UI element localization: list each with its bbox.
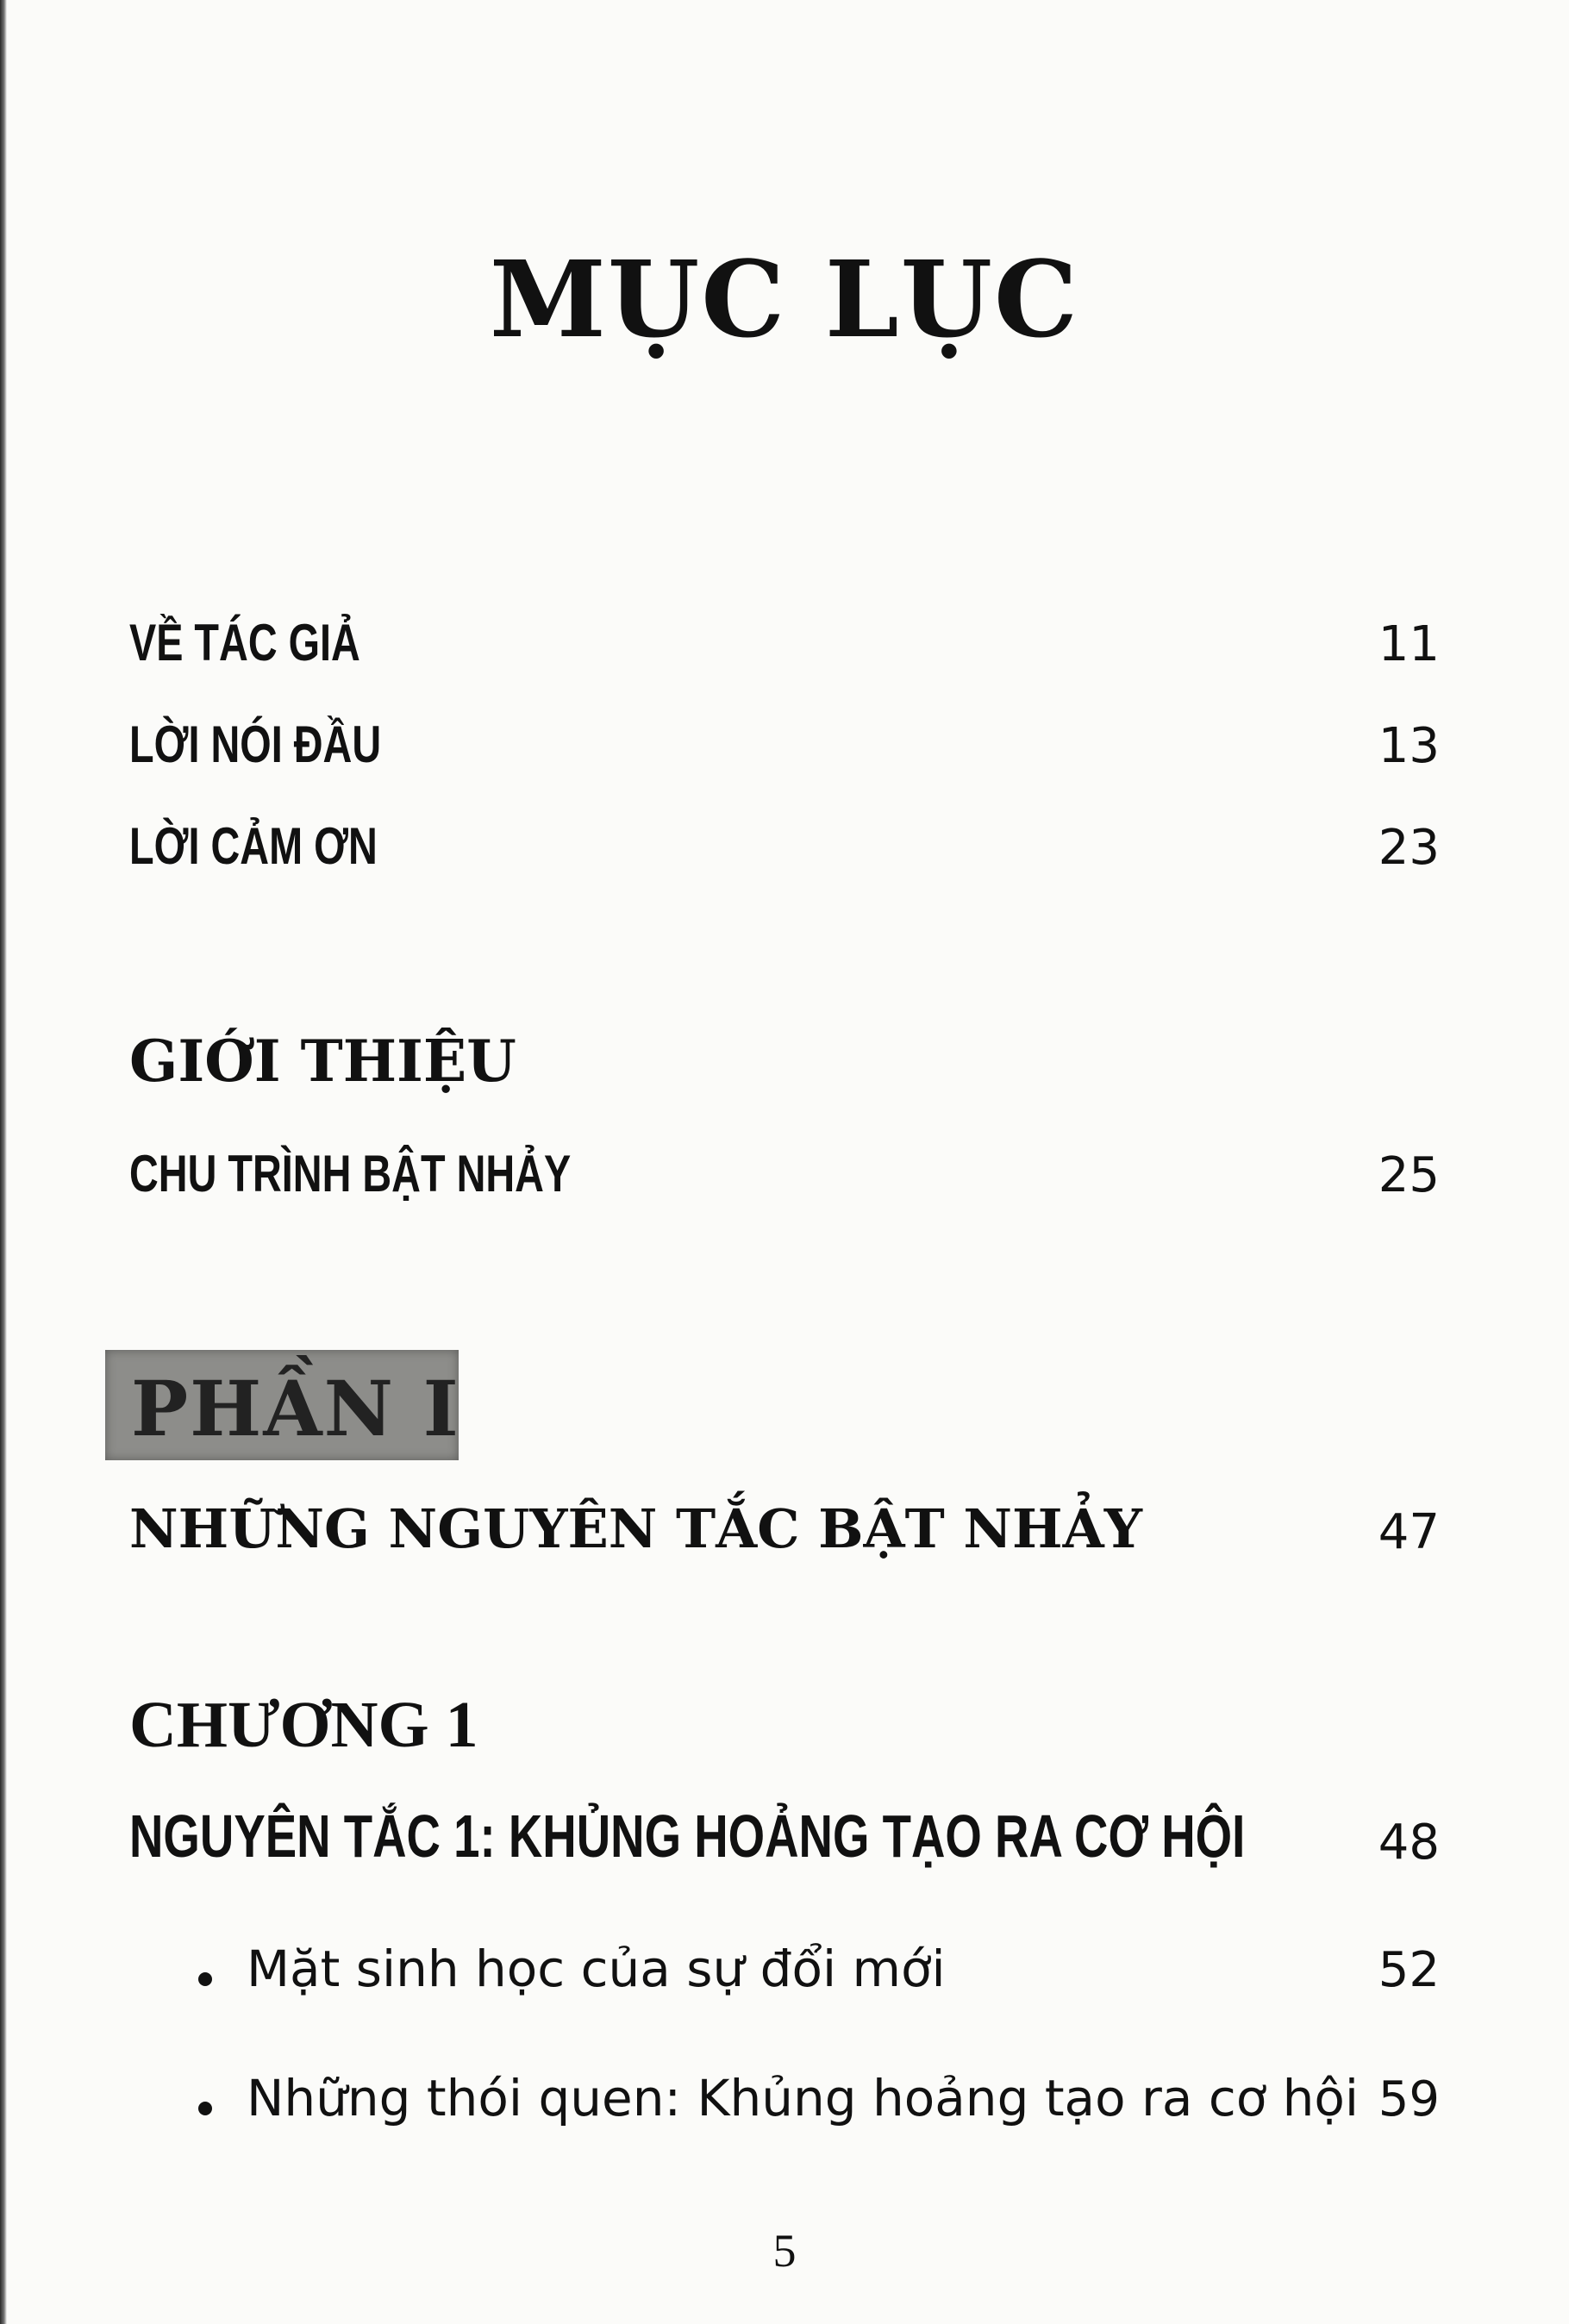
- toc-entry-page: 13: [1378, 718, 1440, 774]
- introduction-heading: GIỚI THIỆU: [129, 1028, 516, 1095]
- bullet-icon: [198, 2102, 212, 2115]
- toc-entry-acknowledgements[interactable]: [129, 807, 1440, 876]
- toc-entry-page: 25: [1378, 1147, 1440, 1203]
- toc-entry-page: 52: [1378, 1942, 1440, 1998]
- toc-entry-page: 59: [1378, 2071, 1440, 2127]
- page-title: MỤC LỤC: [489, 237, 1080, 361]
- page-number: 5: [772, 2225, 797, 2277]
- toc-entry-chapter-1[interactable]: [129, 1802, 1440, 1871]
- toc-entry-label: CHU TRÌNH BẬT NHẢY: [129, 1145, 572, 1203]
- toc-entry-introduction[interactable]: [129, 1134, 1440, 1203]
- toc-entry-part-1[interactable]: [129, 1491, 1440, 1560]
- toc-entry-preface[interactable]: [129, 705, 1440, 774]
- part-badge-label: PHẦN I: [131, 1364, 460, 1453]
- toc-entry-about-author[interactable]: [129, 603, 1440, 672]
- chapter-number: CHƯƠNG 1: [129, 1689, 478, 1761]
- toc-entry-label: Mặt sinh học của sự đổi mới: [247, 1940, 946, 1998]
- toc-entry-label: LỜI CẢM ƠN: [129, 817, 378, 875]
- part-badge: [105, 1350, 459, 1460]
- toc-entry-page: 47: [1378, 1504, 1440, 1560]
- bullet-icon: [198, 1972, 212, 1986]
- toc-entry-page: 11: [1378, 616, 1440, 672]
- toc-entry-label: NHỮNG NGUYÊN TẮC BẬT NHẢY: [129, 1497, 1143, 1560]
- toc-entry-label: NGUYÊN TẮC 1: KHỦNG HOẢNG TẠO RA CƠ HỘI: [129, 1802, 1246, 1870]
- toc-entry-label: VỀ TÁC GIẢ: [129, 614, 360, 672]
- toc-entry-page: 48: [1378, 1815, 1440, 1871]
- toc-section-entry[interactable]: [198, 2058, 1440, 2127]
- toc-entry-page: 23: [1378, 820, 1440, 876]
- toc-entry-label: Những thói quen: Khủng hoảng tạo ra cơ hội: [247, 2069, 1360, 2127]
- toc-section-entry[interactable]: [198, 1929, 1440, 1998]
- toc-entry-label: LỜI NÓI ĐẦU: [129, 715, 382, 773]
